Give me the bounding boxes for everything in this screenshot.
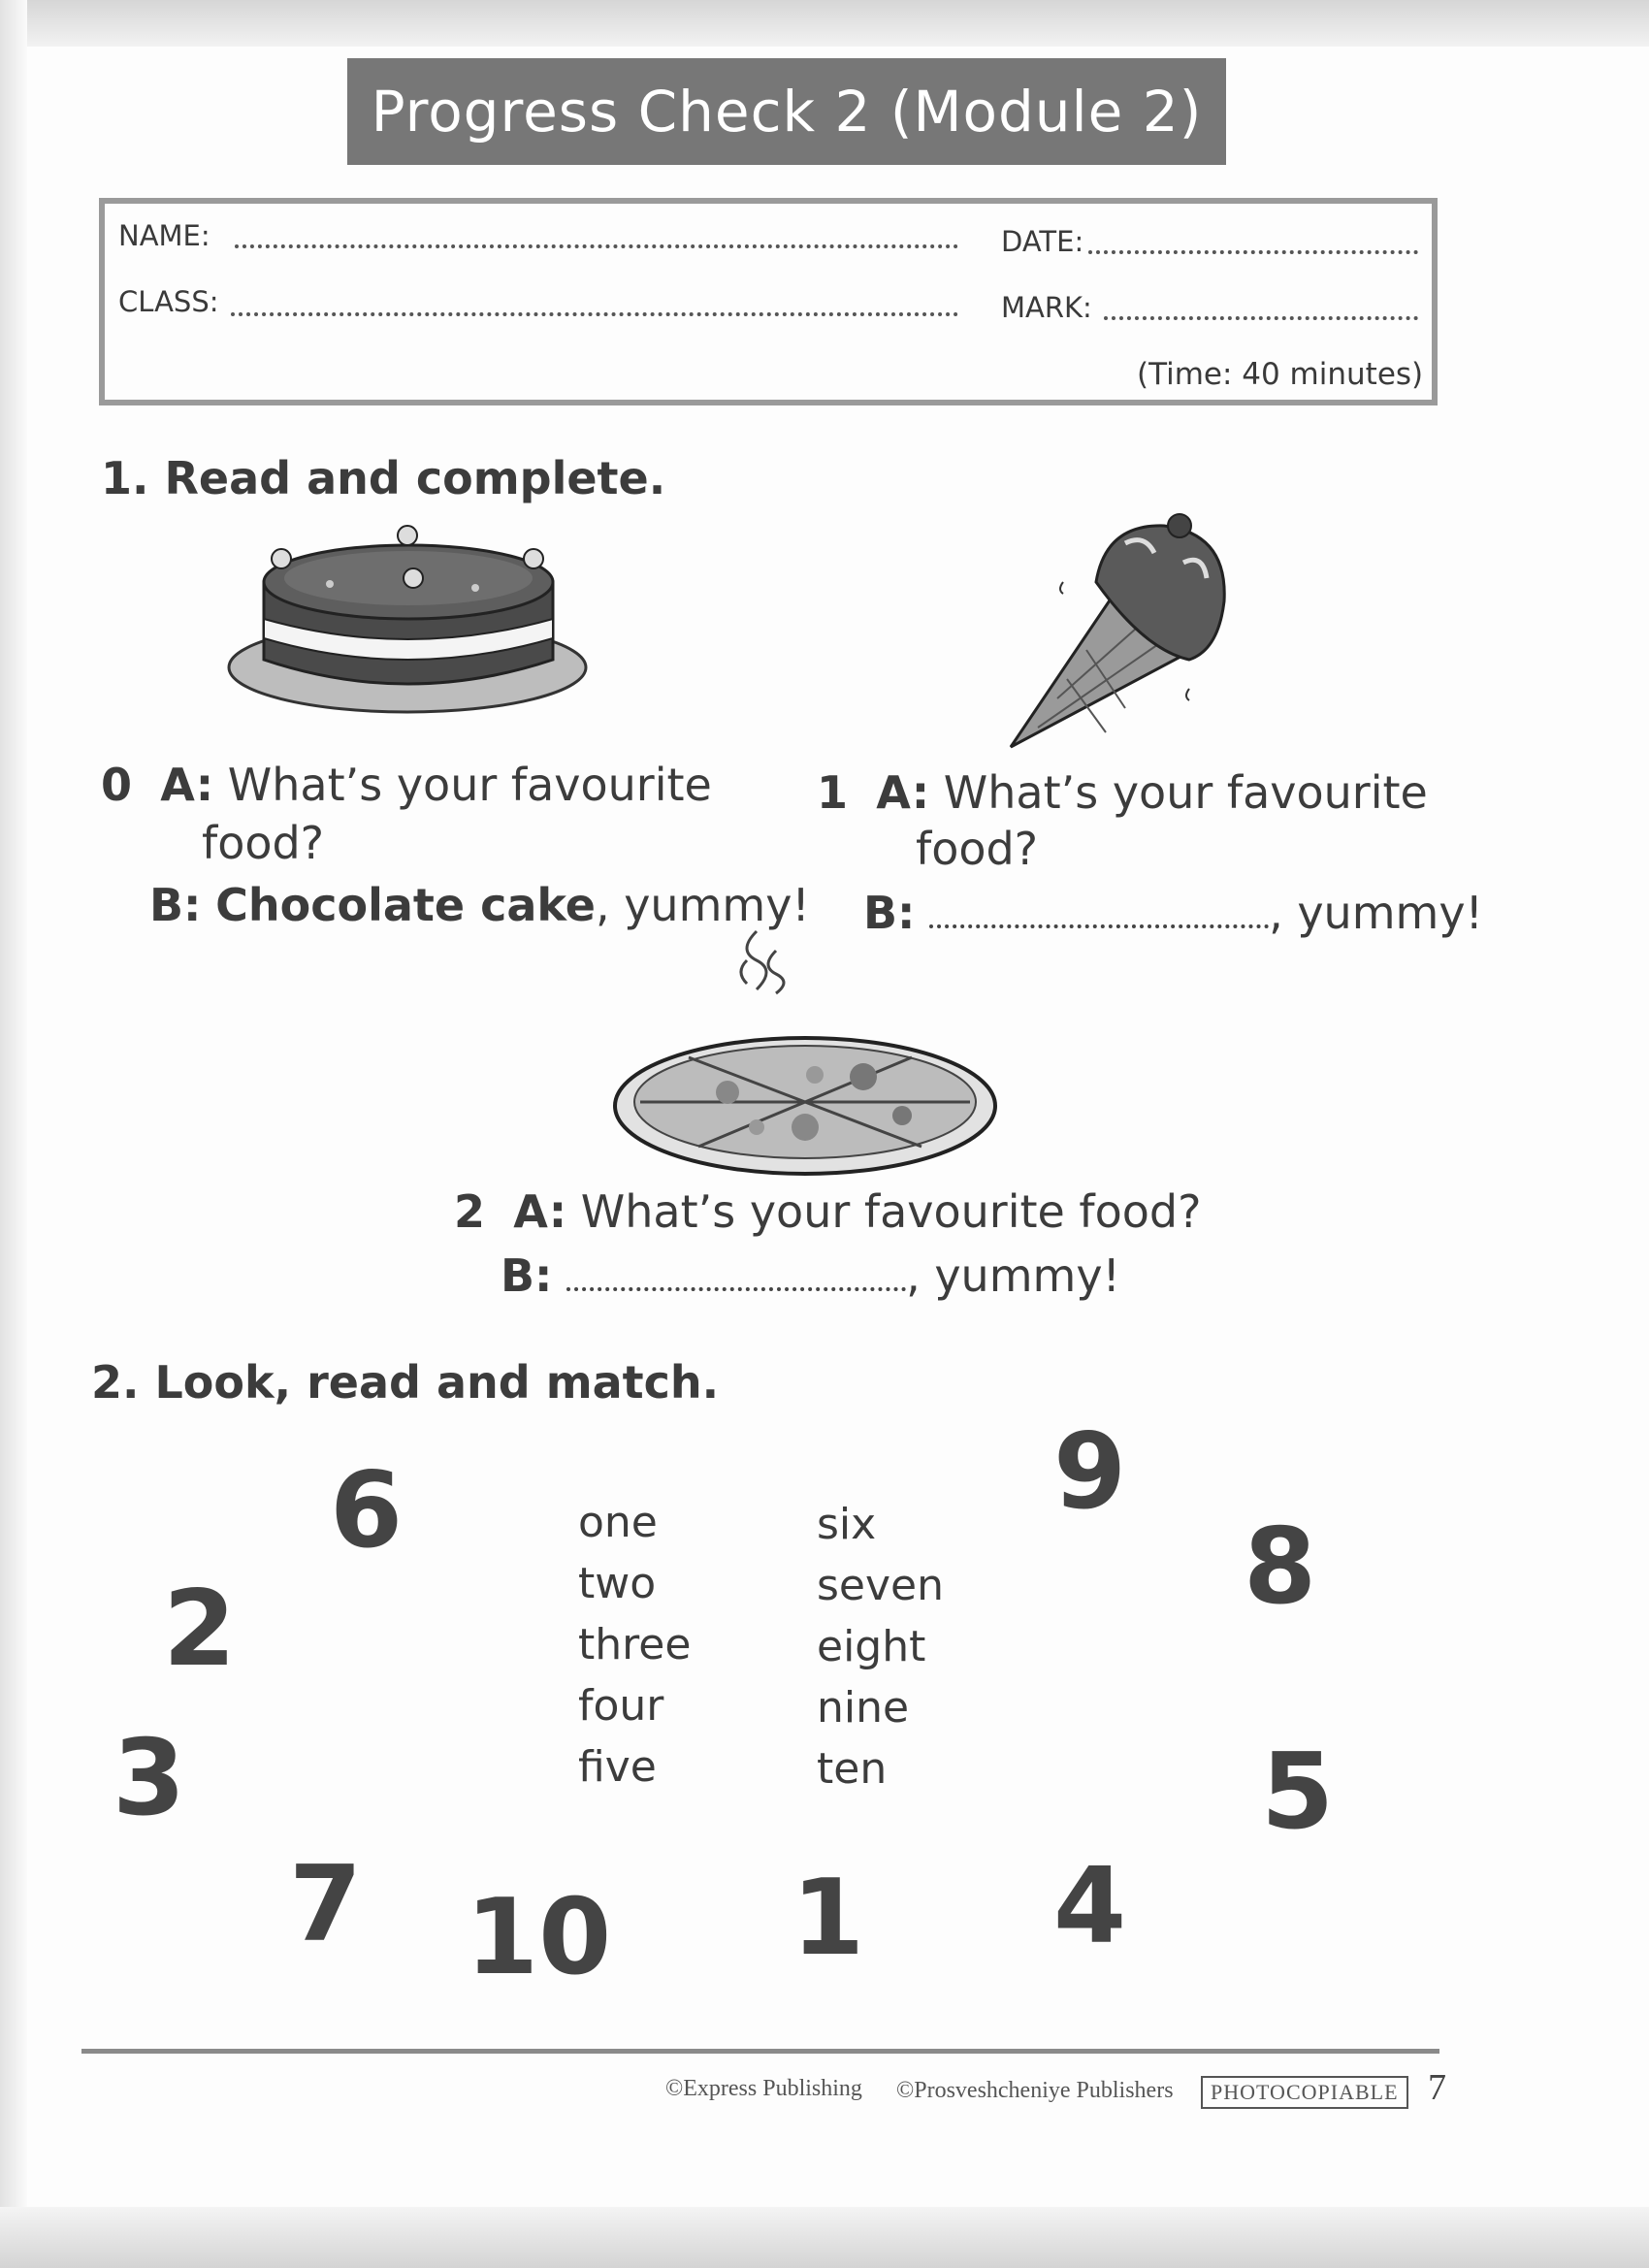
section2-number: 2. (91, 1356, 140, 1409)
digit-six[interactable]: 6 (330, 1450, 404, 1571)
dialogue-1-question (817, 766, 1428, 819)
question-text: What’s your favourite (943, 766, 1428, 819)
example-answer: Chocolate cake (215, 879, 596, 931)
digit-ten[interactable]: 10 (466, 1877, 612, 1998)
speaker-b-label: B: (863, 887, 916, 939)
number-word[interactable]: three (578, 1620, 692, 1669)
footer-rule (81, 2049, 1439, 2054)
digit-seven[interactable]: 7 (289, 1844, 363, 1965)
pizza-picture (611, 922, 999, 1183)
answer-tail: , yummy! (595, 879, 810, 931)
question-text: What’s your favourite food? (580, 1185, 1202, 1238)
section2-heading (91, 1356, 719, 1409)
digit-one[interactable]: 1 (792, 1858, 865, 1979)
speaker-b-label: B: (501, 1249, 553, 1302)
dialogue-1-question-cont: food? (916, 823, 1039, 875)
digit-four[interactable]: 4 (1053, 1846, 1127, 1967)
mark-label: MARK: (1001, 291, 1092, 324)
section1-number: 1. (101, 452, 149, 504)
class-field[interactable] (231, 312, 958, 316)
answer-blank-2[interactable] (566, 1287, 906, 1291)
speaker-a-label: A: (513, 1185, 567, 1238)
speaker-a-label: A: (876, 766, 930, 819)
digit-eight[interactable]: 8 (1244, 1507, 1317, 1628)
number-word[interactable]: nine (817, 1683, 910, 1733)
title-banner (347, 58, 1226, 165)
item-number: 0 (101, 759, 133, 811)
date-label: DATE: (1001, 225, 1084, 258)
number-word[interactable]: four (578, 1681, 664, 1731)
digit-nine[interactable]: 9 (1053, 1411, 1127, 1533)
photocopiable-badge: PHOTOCOPIABLE (1201, 2076, 1408, 2109)
page-title: Progress Check 2 (Module 2) (371, 79, 1203, 145)
answer-tail: , yummy! (1269, 887, 1483, 939)
section1-heading (101, 452, 665, 504)
name-label: NAME: (118, 219, 210, 252)
publisher-credit-2: ©Prosveshcheniye Publishers (896, 2078, 1174, 2103)
dialogue-0-question (101, 759, 712, 811)
scan-shadow-bottom (0, 2207, 1649, 2268)
number-word[interactable]: two (578, 1559, 657, 1608)
dialogue-0-question-cont: food? (202, 817, 325, 869)
digit-five[interactable]: 5 (1261, 1732, 1335, 1853)
digit-three[interactable]: 3 (113, 1718, 186, 1839)
digit-two[interactable]: 2 (163, 1569, 237, 1690)
dialogue-2-answer (501, 1249, 1120, 1302)
number-word[interactable]: six (817, 1500, 877, 1549)
student-info-box (99, 198, 1438, 405)
question-text: What’s your favourite (227, 759, 712, 811)
number-word[interactable]: five (578, 1742, 657, 1792)
number-word[interactable]: ten (817, 1744, 888, 1794)
number-word[interactable]: eight (817, 1622, 926, 1671)
speaker-a-label: A: (160, 759, 214, 811)
page-number: 7 (1428, 2067, 1446, 2108)
answer-tail: , yummy! (906, 1249, 1120, 1302)
ice-cream-cone-picture (999, 504, 1251, 757)
chocolate-cake-picture (223, 514, 592, 728)
number-word[interactable]: seven (817, 1561, 944, 1610)
name-field[interactable] (235, 244, 958, 248)
dialogue-2-question (454, 1185, 1202, 1238)
section2-title: Look, read and match. (154, 1356, 720, 1409)
number-word[interactable]: one (578, 1498, 658, 1547)
class-label: CLASS: (118, 285, 219, 318)
date-field[interactable] (1088, 250, 1418, 254)
speaker-b-label: B: (149, 879, 202, 931)
publisher-credit-1: ©Express Publishing (665, 2076, 862, 2101)
time-note: (Time: 40 minutes) (1137, 357, 1424, 392)
scan-shadow-top (0, 0, 1649, 47)
section1-title: Read and complete. (164, 452, 666, 504)
mark-field[interactable] (1104, 316, 1418, 320)
item-number: 2 (454, 1185, 486, 1238)
item-number: 1 (817, 766, 849, 819)
scan-shadow-left (0, 0, 27, 2268)
